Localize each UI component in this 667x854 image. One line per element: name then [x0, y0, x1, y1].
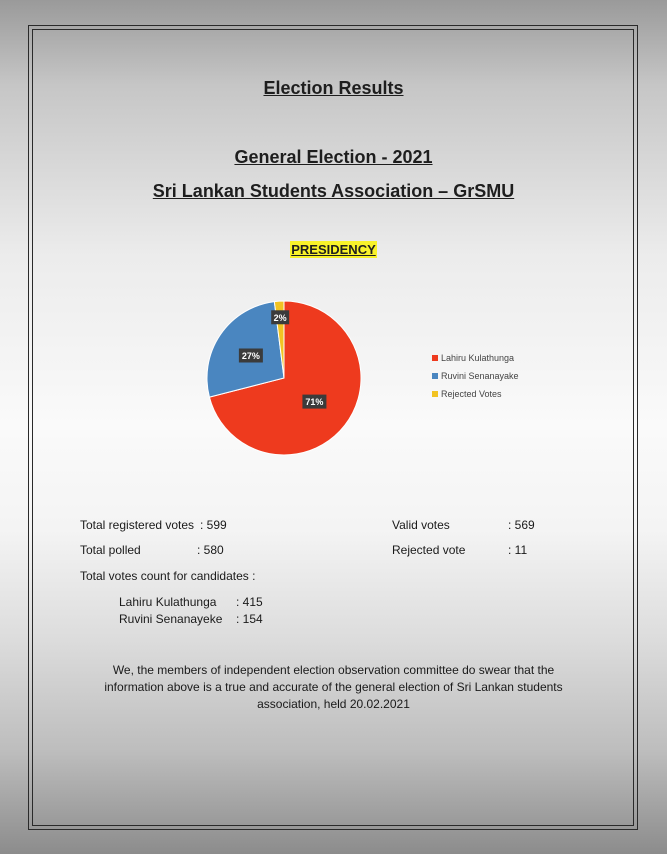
total-polled-value: : 580: [197, 543, 224, 557]
registered-votes-value: : 599: [200, 518, 227, 532]
data-label: 27%: [241, 350, 260, 361]
legend-swatch: [432, 391, 438, 397]
legend-item: [432, 349, 519, 367]
data-label: 71%: [305, 397, 324, 408]
candidate-votes: : 415: [236, 595, 263, 609]
rejected-votes-value: : 11: [508, 543, 528, 557]
legend-label: Rejected Votes: [441, 389, 502, 399]
candidate-votes: : 154: [236, 612, 263, 626]
committee-statement: We, the members of independent election observation committee do swear that the information above is a true and accurate of the general election of Sri Lankan students association, held 20.02.2021: [104, 663, 563, 711]
valid-votes-label: Valid votes: [392, 518, 450, 532]
election-name: General Election - 2021: [234, 147, 433, 167]
valid-votes-value: : 569: [508, 518, 535, 532]
data-label: 2%: [273, 312, 287, 323]
chart-legend: [432, 349, 519, 403]
candidate-name: Ruvini Senanayeke: [119, 612, 223, 626]
association-name: Sri Lankan Students Association – GrSMU: [152, 181, 515, 201]
pie-chart: [190, 285, 380, 475]
document-title: Election Results: [263, 78, 404, 98]
section-label: PRESIDENCY: [291, 242, 376, 257]
legend-item: [432, 385, 519, 403]
rejected-votes-label: Rejected vote: [392, 543, 466, 557]
registered-votes-label: Total registered votes: [80, 518, 195, 532]
total-polled-label: Total polled: [80, 543, 141, 557]
legend-label: Lahiru Kulathunga: [441, 353, 515, 363]
candidates-heading: Total votes count for candidates :: [80, 569, 256, 583]
candidate-name: Lahiru Kulathunga: [119, 595, 217, 609]
legend-label: Ruvini Senanayake: [441, 371, 519, 381]
legend-swatch: [432, 355, 438, 361]
legend-item: [432, 367, 519, 385]
section-heading: [0, 241, 667, 259]
legend-swatch: [432, 373, 438, 379]
